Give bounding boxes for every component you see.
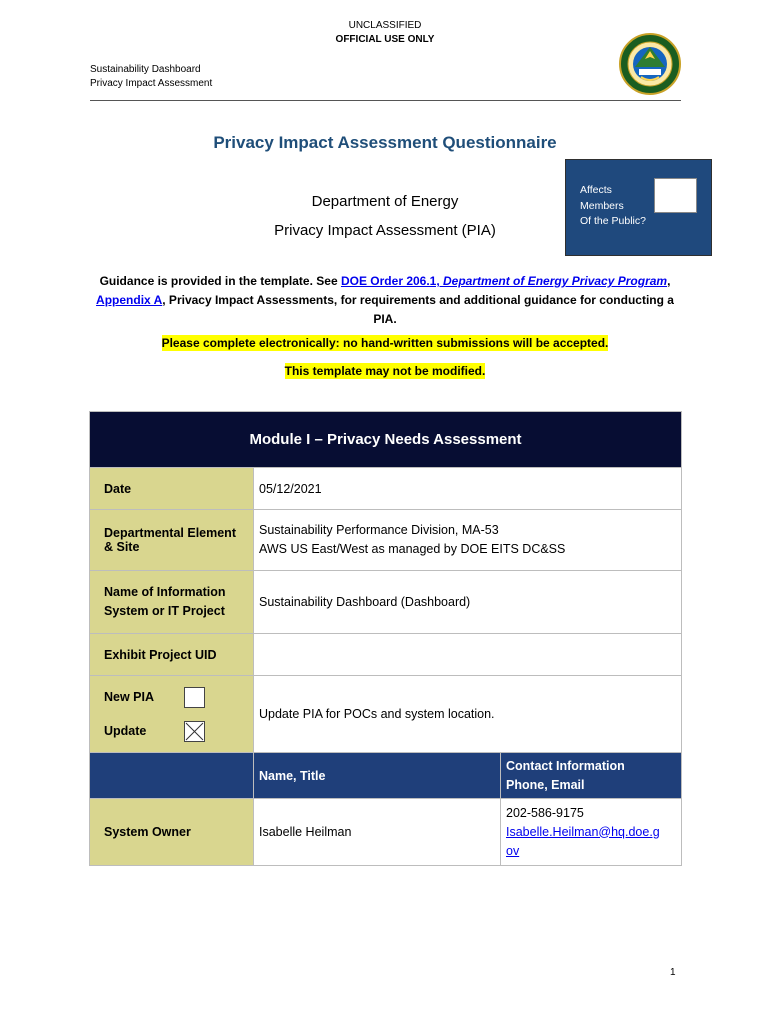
- template-notice: [0, 364, 770, 378]
- date-label: Date: [90, 468, 254, 510]
- page-title: Privacy Impact Assessment Questionnaire: [213, 133, 557, 152]
- update-checkbox[interactable]: [184, 721, 205, 742]
- doe-seal-icon: [619, 33, 681, 95]
- element-value-line2: AWS US East/West as managed by DOE EITS DC&SS: [259, 542, 566, 556]
- page-number: 1: [670, 967, 676, 978]
- update-label: Update: [104, 724, 147, 738]
- header-rule: [90, 100, 681, 101]
- running-header: [90, 63, 212, 91]
- element-value[interactable]: [254, 510, 682, 571]
- col-name-title: Name, Title: [254, 753, 501, 799]
- doe-order-link[interactable]: DOE Order 206.1,: [340, 274, 444, 288]
- module-table: [89, 411, 682, 866]
- header-system-name: Sustainability Dashboard: [90, 64, 201, 75]
- department-block: [230, 187, 540, 245]
- owner-email-line2[interactable]: ov: [506, 843, 520, 858]
- guidance-part2: ,: [667, 274, 671, 288]
- new-pia-label: New PIA: [104, 690, 155, 704]
- classification-line: UNCLASSIFIED: [348, 20, 422, 31]
- affects-line1: Affects: [580, 184, 612, 196]
- system-label: [90, 571, 254, 634]
- appendix-a-link[interactable]: Appendix A: [96, 293, 163, 307]
- system-label-line1: Name of Information: [104, 585, 226, 599]
- checkbox-x-icon: [185, 722, 204, 741]
- system-owner-contact[interactable]: [501, 799, 682, 866]
- owner-phone: 202-586-9175: [506, 805, 584, 820]
- affects-public-label: [580, 183, 646, 230]
- col-contact-info: [501, 753, 682, 799]
- uid-label: Exhibit Project UID: [90, 634, 254, 676]
- system-value[interactable]: Sustainability Dashboard (Dashboard): [254, 571, 682, 634]
- affects-line2: Members: [580, 199, 624, 212]
- contact-header-blank: [90, 753, 254, 799]
- guidance-part3: , Privacy Impact Assessments, for requirements and additional guidance for conducting a PIA.: [162, 293, 674, 326]
- official-use-line: OFFICIAL USE ONLY: [335, 34, 435, 45]
- date-value[interactable]: 05/12/2021: [254, 468, 682, 510]
- update-value[interactable]: Update PIA for POCs and system location.: [254, 676, 682, 753]
- system-owner-label: System Owner: [90, 799, 254, 866]
- col-contact-line2: Phone, Email: [506, 777, 585, 792]
- affects-line3: Of the Public?: [580, 215, 646, 227]
- new-pia-checkbox[interactable]: [184, 687, 205, 708]
- system-label-line2: System or IT Project: [104, 604, 225, 618]
- owner-email-line1[interactable]: Isabelle.Heilman@hq.doe.g: [506, 824, 660, 839]
- electronic-notice: [0, 336, 770, 350]
- privacy-program-link[interactable]: Department of Energy Privacy Program: [443, 274, 668, 288]
- header-doc-name: Privacy Impact Assessment: [90, 78, 213, 89]
- guidance-text: [88, 272, 682, 329]
- system-owner-name[interactable]: Isabelle Heilman: [254, 799, 501, 866]
- col-contact-line1: Contact Information: [506, 758, 625, 773]
- element-label-line1: Departmental Element: [104, 526, 236, 540]
- pia-type-cell: [90, 676, 254, 753]
- uid-value[interactable]: [254, 634, 682, 676]
- module-title: Module I – Privacy Needs Assessment: [90, 412, 682, 468]
- element-value-line1: Sustainability Performance Division, MA-53: [259, 523, 499, 537]
- template-notice-text: This template may not be modified.: [284, 364, 486, 378]
- guidance-part1: Guidance is provided in the template. See: [99, 274, 341, 288]
- pia-name: Privacy Impact Assessment (PIA): [274, 222, 496, 239]
- element-label: [90, 510, 254, 571]
- affects-public-panel: [565, 159, 712, 256]
- electronic-notice-text: Please complete electronically: no hand-written submissions will be accepted.: [161, 336, 609, 350]
- affects-public-checkbox[interactable]: [654, 178, 697, 213]
- department-name: Department of Energy: [311, 193, 459, 210]
- element-label-line2: & Site: [104, 540, 140, 554]
